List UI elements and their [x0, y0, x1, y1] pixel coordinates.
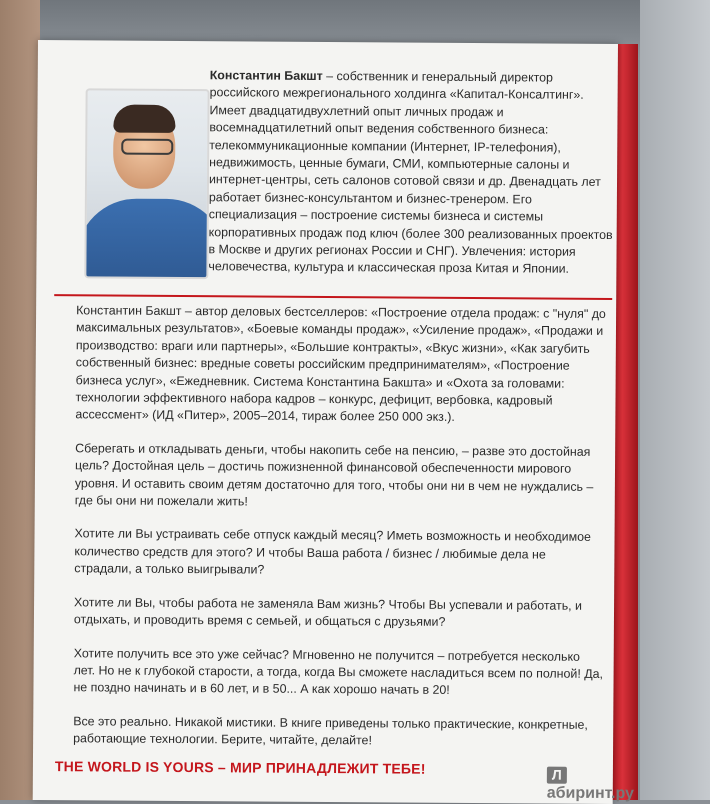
paragraph-vacation: Хотите ли Вы устраивать себе отпуск каждый месяц? Иметь возможность и необходимое количество средств для этого? И чтобы Ваша работа / бизнес / любимые дела не страдали, а только выигрывали?: [74, 526, 591, 577]
author-section: [84, 52, 616, 306]
paragraph-savings: Сберегать и откладывать деньги, чтобы накопить себе на пенсию, – разве это достойная цель? Достойная цель – достичь пожизненной финансовой обеспеченности мирового уровня. И оставить своим детям достаточно для того, чтобы они ни в чем не нуждались – где бы они ни пожелали жить!: [74, 441, 594, 509]
labirint-watermark: [547, 767, 634, 804]
photo-glasses: [121, 139, 173, 155]
author-bio: [208, 67, 619, 279]
brand-name: абиринт.ру: [546, 784, 635, 803]
slogan: THE WORLD IS YOURS – МИР ПРИНАДЛЕЖИТ ТЕБЕ!: [54, 758, 426, 777]
photo-hair: [113, 105, 175, 133]
photo-shirt: [84, 198, 209, 279]
author-name: Константин Бакшт: [209, 68, 323, 83]
book-back-cover: [33, 40, 635, 804]
paragraph-real: Все это реально. Никакой мистики. В книге приведены только практические, конкретные, работающие технологии. Берите, читайте, делайте!: [73, 713, 588, 748]
author-photo: [84, 88, 209, 279]
labirint-logo-icon: Л: [547, 767, 567, 784]
paragraph-now: Хотите получить все это уже сейчас? Мгновенно не получится – потребуется несколько лет. Но не к глубокой старости, а тогда, когда Вы сможете насладиться всем по полной! Да, не поздно начинать и в 60 лет, и в 50... А как хорошо начать в 20!: [73, 645, 604, 698]
description-text: [73, 302, 606, 767]
paragraph-work-life: Хотите ли Вы, чтобы работа не заменяла Вам жизнь? Чтобы Вы успевали и работать, и отдыхать, и проводить время с семьей, и общаться с друзьями?: [73, 594, 583, 629]
paragraph-bestsellers: Константин Бакшт – автор деловых бестселлеров: «Построение отдела продаж: с "нуля" до максимальных результатов», «Боевые команды продаж», «Усиление продаж», «Продажи и производство: враги или партнеры», «Большие контракты», «Вкус жизни», «Как загубить собственный бизнес: вредные советы российским предпринимателям», «Построение бизнеса услуг», «Ежедневник. Система Константина Бакшта» и «Охота за головами: технологии эффективного набора кадров – конкурс, дефицит, вербовка, кадровый ассессмент» (ИД «Питер», 2005–2014, тираж более 250 000 экз.).: [75, 303, 606, 425]
author-bio-text: – собственник и генеральный директор российского межрегионального холдинга «Капитал-Консалтинг». Имеет двадцатидвухлетний опыт личных продаж и восемнадцатилетний опыт ведения собственного бизнеса: телекоммуникационные компании (Интернет, IP-телефония), недвижимость, ценные бумаги, СМИ, компьютерные салоны и интернет-центры, сеть салонов сотовой связи и др. Двенадцать лет работает бизнес-консультантом и бизнес-тренером. Его специализация – построение системы бизнеса и системы корпоративных продаж под ключ (более 300 реализованных проектов в Москве и других регионах России и СНГ). Увлечения: история человечества, культура и классическая проза Китая и Японии.: [208, 68, 613, 277]
background-table: [640, 0, 710, 800]
